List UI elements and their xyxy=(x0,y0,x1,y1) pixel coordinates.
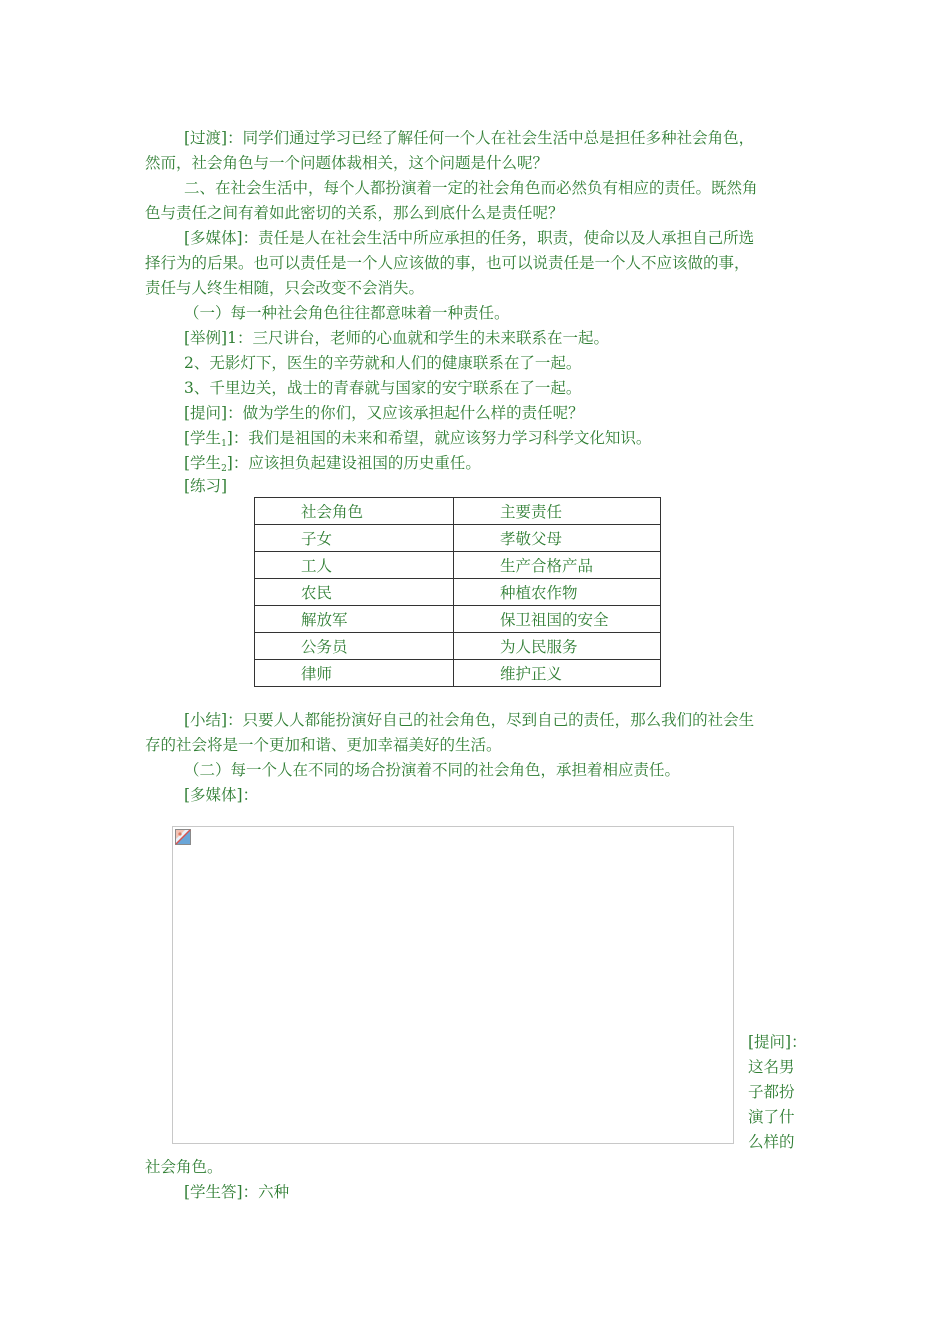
roles-responsibilities-table xyxy=(254,497,661,687)
paragraph-transition: [过渡]：同学们通过学习已经了解任何一个人在社会生活中总是担任多种社会角色， xyxy=(184,129,755,147)
table-cell-role: 公务员 xyxy=(255,633,454,660)
table-row xyxy=(255,633,661,660)
table-row xyxy=(255,579,661,606)
table-row xyxy=(255,606,661,633)
paragraph-practice: [练习] xyxy=(184,477,228,495)
paragraph-student-answer: [学生答]：六种 xyxy=(184,1183,290,1201)
paragraph-example-1: [举例]1：三尺讲台，老师的心血就和学生的未来联系在一起。 xyxy=(184,329,609,347)
student-2-subscript: 2 xyxy=(221,464,227,474)
table-cell-duty: 保卫祖国的安全 xyxy=(454,606,661,633)
paragraph-section-two: 二、在社会生活中，每个人都扮演着一定的社会角色而必然负有相应的责任。既然角 xyxy=(184,179,758,197)
paragraph-multimedia-2: [多媒体]： xyxy=(184,786,259,804)
broken-image-icon xyxy=(175,829,191,845)
table-cell-role: 解放军 xyxy=(255,606,454,633)
student-1-answer: ]：我们是祖国的未来和希望，就应该努力学习科学文化知识。 xyxy=(226,429,652,447)
student-1-prefix: [学生 xyxy=(184,429,222,447)
paragraph-point-one: （一）每一种社会角色往往都意味着一种责任。 xyxy=(184,304,510,322)
paragraph-point-two: （二）每一个人在不同的场合扮演着不同的社会角色，承担着相应责任。 xyxy=(184,761,681,779)
paragraph-section-two-cont: 色与责任之间有着如此密切的关系，那么到底什么是责任呢？ xyxy=(145,204,564,222)
paragraph-example-2: 2、无影灯下，医生的辛劳就和人们的健康联系在了一起。 xyxy=(184,354,582,372)
table-cell-role: 农民 xyxy=(255,579,454,606)
paragraph-example-3: 3、千里边关，战士的青春就与国家的安宁联系在了一起。 xyxy=(184,379,582,397)
image-placeholder xyxy=(172,826,734,1144)
table-header-row xyxy=(255,498,661,525)
table-row xyxy=(255,525,661,552)
side-question: [提问]：这名男子都扮演了什么样的 xyxy=(748,1033,807,1151)
table-row xyxy=(255,552,661,579)
paragraph-transition-cont: 然而，社会角色与一个问题体裁相关，这个问题是什么呢？ xyxy=(145,154,549,172)
paragraph-summary: [小结]：只要人人都能扮演好自己的社会角色，尽到自己的责任，那么我们的社会生 xyxy=(184,711,755,729)
paragraph-question-end: 社会角色。 xyxy=(145,1158,223,1176)
student-2-answer: ]：应该担负起建设祖国的历史重任。 xyxy=(226,454,481,472)
table-cell-duty: 种植农作物 xyxy=(454,579,661,606)
paragraph-question: [提问]：做为学生的你们，又应该承担起什么样的责任呢？ xyxy=(184,404,584,422)
student-2-prefix: [学生 xyxy=(184,454,222,472)
table-cell-role: 子女 xyxy=(255,525,454,552)
table-row xyxy=(255,660,661,687)
table-cell-duty: 维护正义 xyxy=(454,660,661,687)
table-header-cell: 社会角色 xyxy=(255,498,454,525)
paragraph-multimedia-cont1: 择行为的后果。也可以责任是一个人应该做的事，也可以说责任是一个人不应该做的事， xyxy=(145,254,750,272)
paragraph-multimedia: [多媒体]：责任是人在社会生活中所应承担的任务，职责，使命以及人承担自己所选 xyxy=(184,229,755,247)
table-cell-role: 律师 xyxy=(255,660,454,687)
table-header-cell: 主要责任 xyxy=(454,498,661,525)
table-cell-duty: 为人民服务 xyxy=(454,633,661,660)
paragraph-summary-cont: 存的社会将是一个更加和谐、更加幸福美好的生活。 xyxy=(145,736,502,754)
table-cell-duty: 孝敬父母 xyxy=(454,525,661,552)
student-1-subscript: 1 xyxy=(221,439,227,449)
paragraph-multimedia-cont2: 责任与人终生相随，只会改变不会消失。 xyxy=(145,279,425,297)
table-cell-role: 工人 xyxy=(255,552,454,579)
table-cell-duty: 生产合格产品 xyxy=(454,552,661,579)
